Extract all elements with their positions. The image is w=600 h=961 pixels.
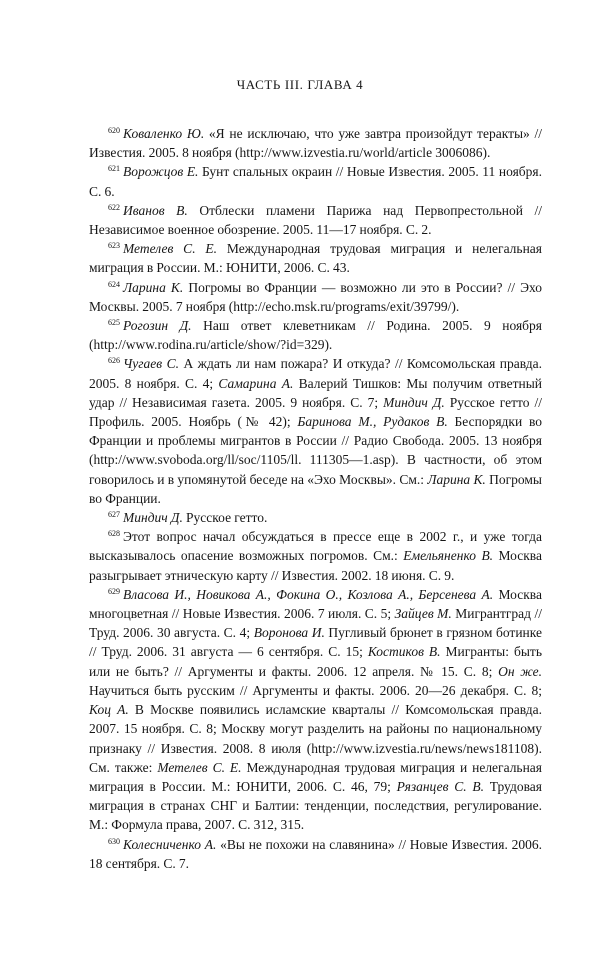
citation-author: Он же. [498, 663, 543, 679]
footnote-630 [89, 835, 542, 873]
footnote-622 [89, 201, 542, 239]
citation-text: Беспорядки во Франции и проблемы мигрантов в России // Радио Свобода. 2005. 13 ноября (http://www.svoboda.org/ll/soc/1105/ll. 111305—1.asp). В частности, об этом говорилось и в упомянутой беседе на «Эхо Москвы». См.: [89, 414, 542, 487]
citation-author: Зайцев М. [394, 606, 452, 622]
footnote-624 [89, 278, 542, 316]
footnotes-list [89, 124, 542, 873]
citation-author: Емельяненко В. [403, 548, 494, 564]
citation-text: Этот вопрос начал обсуждаться в прессе еще в 2002 г., и уже тогда высказывалось опасение возможных погромов. См.: [89, 529, 542, 564]
footnote-number: 630 [108, 836, 120, 846]
citation-author: Воронова И. [253, 625, 325, 641]
citation-text: Наш ответ клеветникам // Родина. 2005. 9 ноября (http://www.rodina.ru/article/show/?id=329). [89, 318, 543, 353]
citation-author: Метелев С. Е. [157, 759, 242, 775]
citation-text: А ждать ли нам пожара? И откуда? // Комсомольская правда. 2005. 8 ноября. С. 4; [89, 356, 542, 391]
citation-author: Чугаев С. [123, 356, 179, 372]
citation-text: Москва многоцветная // Новые Известия. 2006. 7 июля. С. 5; [89, 586, 542, 622]
citation-text: «Вы не похожи на славянина» // Новые Известия. 2006. 18 сентября. С. 7. [89, 836, 542, 871]
citation-text: В Москве появились исламские кварталы // Комсомольская правда. 2007. 15 ноября. С. 8; Москву могут разделить на районы по национальному признаку // Известия. 2008. 8 июля (http://www.izvestia.ru/news/news181108). См. также: [89, 702, 543, 775]
citation-text: Международная трудовая миграция и нелегальная миграция в России. М.: ЮНИТИ, 2006. С. 43. [89, 241, 543, 276]
footnote-628 [89, 527, 542, 585]
footnote-620 [89, 124, 542, 162]
footnote-626 [89, 354, 542, 508]
citation-text: Мигрантград // Труд. 2006. 30 августа. С. 4; [89, 606, 542, 641]
footnote-621 [89, 162, 542, 200]
footnote-629 [89, 585, 542, 835]
citation-author: Ларина К. [123, 279, 184, 295]
citation-author: Рогозин Д. [123, 318, 192, 334]
footnote-number: 620 [108, 126, 120, 135]
citation-author: Рязанцев С. В. [396, 778, 484, 794]
citation-author: Иванов В. [123, 202, 188, 218]
citation-text: Международная трудовая миграция и нелегальная миграция в России. М.: ЮНИТИ, 2006. С. 46, 79; [89, 759, 543, 794]
citation-author: Коц А. [89, 702, 129, 718]
footnote-number: 624 [108, 279, 120, 289]
footnote-625 [89, 316, 542, 354]
footnote-number: 621 [108, 164, 120, 174]
footnote-number: 622 [108, 202, 120, 212]
citation-author: Ларина К. [427, 471, 486, 487]
citation-author: Ворожцов Е. [123, 164, 199, 180]
citation-text: Погромы во Франции. [89, 471, 542, 506]
citation-author: Миндич Д. [123, 510, 183, 526]
citation-text: Трудовая миграция в странах СНГ и Балтии: тенденции, последствия, регулирование. М.: Формула права, 2007. С. 312, 315. [89, 778, 542, 833]
citation-text: «Я не исключаю, что уже завтра произойдут теракты» // Известия. 2005. 8 ноября (http://www.izvestia.ru/world/article 3006086). [89, 126, 543, 161]
footnote-627 [89, 508, 542, 527]
citation-author: Миндич Д. [383, 394, 445, 410]
citation-author: Власова И., Новикова А., Фокина О., Козлова А., Берсенева А. [123, 586, 494, 602]
footnote-number: 627 [108, 510, 120, 520]
citation-text: Погромы во Франции — возможно ли это в России? // Эхо Москвы. 2005. 7 ноября (http://echo.msk.ru/programs/exit/39799/). [89, 279, 542, 314]
citation-author: Коваленко Ю. [123, 126, 205, 141]
citation-text: Бунт спальных окраин // Новые Известия. 2005. 11 ноября. С. 6. [89, 164, 542, 199]
citation-text: Отблески пламени Парижа над Первопрестольной // Независимое военное обозрение. 2005. 11—17 ноября. С. 2. [89, 202, 543, 238]
citation-text: Москва разыгрывает этническую карту // Известия. 2002. 18 июня. С. 9. [89, 548, 543, 583]
citation-author: Самарина А. [218, 375, 294, 391]
citation-text: Русское гетто. [182, 510, 268, 526]
citation-author: Метелев С. Е. [123, 241, 218, 257]
footnote-number: 623 [108, 241, 120, 251]
citation-text: Пугливый брюнет в грязном ботинке // Труд. 2006. 31 августа — 6 сентября. С. 15; [89, 625, 542, 660]
citation-text: Русское гетто // Профиль. 2005. Ноябрь (№ 42); [89, 394, 542, 430]
citation-text: Научиться быть русским // Аргументы и факты. 2006. 20—26 декабря. С. 8; [89, 682, 542, 698]
citation-author: Баринова М., Рудаков В. [297, 414, 448, 430]
footnote-number: 626 [108, 356, 120, 366]
footnote-number: 628 [108, 529, 120, 539]
citation-text: Мигранты: быть или не быть? // Аргументы и факты. 2006. 12 апреля. № 15. С. 8; [89, 644, 542, 679]
running-head: ЧАСТЬ III. ГЛАВА 4 [236, 77, 364, 92]
footnote-number: 629 [108, 586, 120, 596]
citation-text: Валерий Тишков: Мы получим ответный удар // Независимая газета. 2005. 9 ноября. С. 7; [89, 375, 542, 410]
citation-author: Костиков В. [367, 644, 441, 660]
footnote-623 [89, 239, 542, 277]
footnote-number: 625 [108, 318, 120, 328]
citation-author: Колесниченко А. [123, 836, 217, 852]
